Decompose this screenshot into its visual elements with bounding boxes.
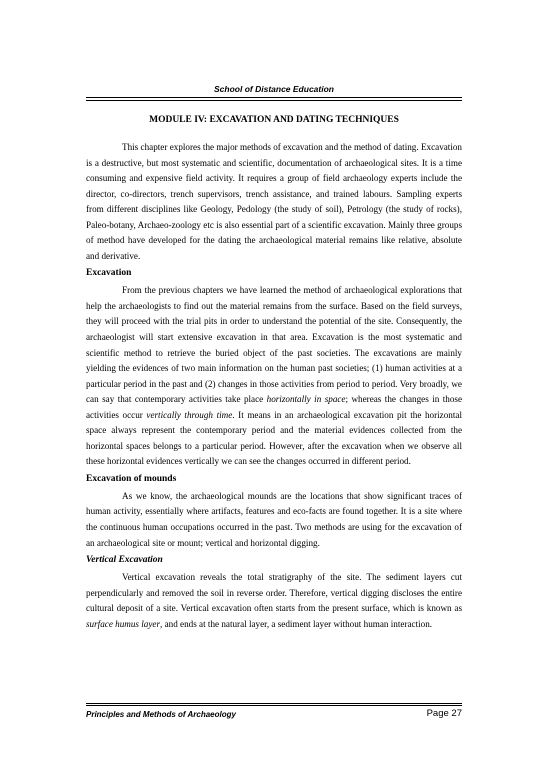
excavation-text-2: ; whereas the changes in those activities occur — [86, 394, 462, 420]
heading-excavation: Excavation — [86, 268, 132, 279]
page-content — [86, 113, 462, 632]
excavation-text-1: From the previous chapters we have learned the method of archaeological explorations that help the archaeologists to find out the material remains from the surface. Based on the field surveys, they will proceed with the trial pits in order to understand the potential of the site. Consequently, the archaeologist will start extensive excavation in that area. Excavation is the most systematic and scientific method to retrieve the buried object of the past societies. The excavations are mainly yielding the evidences of two main information on the human past societies; (1) human activities at a particular period in the past and (2) changes in those activities from period to period. Very broadly, we can say that contemporary activities take place — [86, 285, 462, 405]
running-header: School of Distance Education — [214, 84, 334, 94]
module-title: MODULE IV: EXCAVATION AND DATING TECHNIQUES — [149, 115, 399, 125]
heading-vertical-excavation: Vertical Excavation — [86, 555, 163, 566]
vertical-text-1: Vertical excavation reveals the total stratigraphy of the site. The sediment layers cut perpendicularly and removed the soil in reverse order. Therefore, vertical digging discloses the entire cultural deposit of a site. Vertical excavation often starts from the present surface, which is known as — [86, 572, 462, 614]
footer-rule — [86, 705, 462, 706]
header-rule-thin — [86, 100, 462, 101]
excavation-em-2: vertically through time — [146, 409, 233, 420]
vertical-em-1: surface humus layer — [86, 618, 161, 629]
footer-course-title: Principles and Methods of Archaeology — [86, 710, 236, 719]
excavation-paragraph — [86, 283, 462, 470]
vertical-paragraph — [86, 570, 462, 632]
heading-mounds: Excavation of mounds — [86, 473, 177, 484]
page-number: Page 27 — [426, 708, 462, 719]
header-rule — [86, 97, 462, 98]
footer-rule-thin — [86, 703, 462, 704]
mounds-paragraph: As we know, the archaeological mounds are the locations that show significant traces of human activity, essentially where artifacts, features and eco-facts are found together. It is a site where the continuous human occupations occurred in the past. Two methods are using for the excavation of an archaeological site or mount; vertical and horizontal digging. — [86, 490, 462, 548]
intro-paragraph: This chapter explores the major methods of excavation and the method of dating. Excavation is a destructive, but most systematic and scientific, documentation of archaeological sites. It is a time consuming and expensive field activity. It requires a group of field archaeology experts include the director, co-directors, trench supervisors, trench assistance, and trained labours. Sampling experts from different disciplines like Geology, Pedology (the study of soil), Petrology (the study of rocks), Paleo-botany, Archaeo-zoology etc is also essential part of a scientific excavation. Mainly three groups of method have developed for the dating the archaeological material remains like relative, absolute and derivative. — [86, 142, 462, 261]
excavation-em-1: horizontally in space — [266, 394, 346, 405]
vertical-text-2: , and ends at the natural layer, a sediment layer without human interaction. — [160, 618, 433, 629]
excavation-text-3: . It means in an archaeological excavation pit the horizontal space always represent the contemporary period and the material evidences collected from the horizontal spaces belongs to a particular period. However, after the excavation when we observe all these horizontal evidences vertically we can see the changes occurred in different period. — [86, 409, 462, 467]
